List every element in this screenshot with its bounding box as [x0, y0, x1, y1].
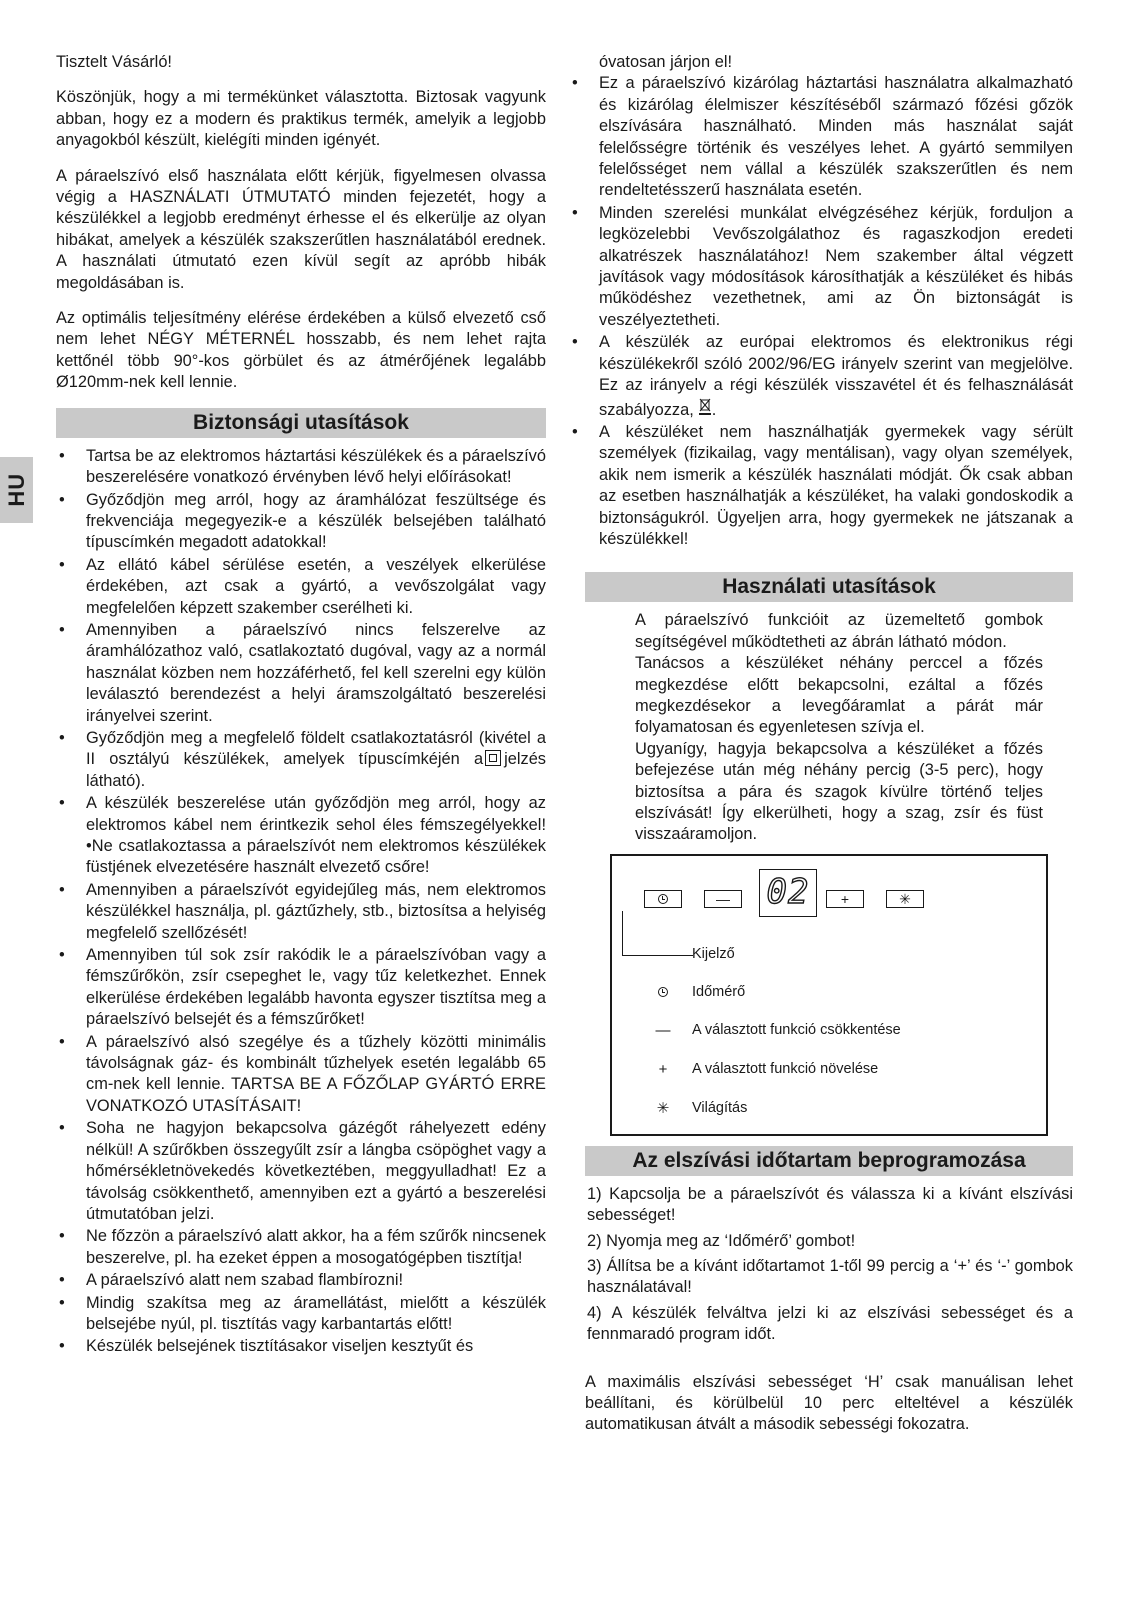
legend-icon [648, 982, 678, 1003]
legend-label: Kijelző [692, 945, 735, 962]
clock-icon [658, 987, 668, 997]
intro-paragraph-2: A páraelszívó első használata előtt kérjük, figyelmesen olvassa végig a HASZNÁLATI ÚTMUTATÓ minden fejezetét, hogy a készülékkel a legjobb eredményt érhesse el és elkerülje az olyan hibákat, amelyek a készülék szakszerűtlen használatából erednek. A használati útmutató ezen kívül segít az apróbb hibák megoldásában is. [56, 166, 546, 292]
class-ii-symbol-icon [485, 750, 501, 766]
list-item: 1) Kapcsolja be a páraelszívót és válassza ki a kívánt elszívási sebességet! [587, 1184, 1073, 1225]
legend-row-display [648, 944, 735, 965]
list-item: • Az ellátó kábel sérülése esetén, a veszélyek elkerülése érdekében, azt csak a gyártó, a vevőszolgálat vagy megfelelően képzett szakember cserélheti ki. [56, 555, 546, 619]
display-window [759, 869, 817, 917]
legend-label: Időmérő [692, 983, 746, 1000]
list-item: • Amennyiben a páraelszívó nincs felszerelve az áramhálózathoz való, csatlakoztató dugóval, vagy az a normál használat közben nem hozzáférhető, fel kell szerelni egy külön leválasztó berendezést a helyi áramszolgáltató beszerelési irányelvei szerint. [56, 620, 546, 727]
list-item: 2) Nyomja meg az ‘Időmérő’ gombot! [587, 1231, 856, 1250]
display-value: 02 [766, 872, 810, 913]
timer-button [644, 890, 682, 908]
legend-row-timer [648, 982, 745, 1003]
safety-list [56, 446, 546, 1358]
weee-bin-icon [698, 397, 712, 421]
intro-paragraph-3: Az optimális teljesítmény elérése érdekében a külső elvezető cső nem lehet NÉGY MÉTERNÉL hosszabb, és nem lehet rajta kettőnél több 90°-kos görbület és az átmérőjének legalább Ø120mm-nek kell lennie. [56, 309, 546, 392]
list-item: • Ne főzzön a páraelszívó alatt akkor, ha a fém szűrők nincsenek beszerelve, pl. ha ezeket éppen a mosogatógépben tisztítja! [56, 1226, 546, 1269]
list-item-text: A készülék az európai elektromos és elektronikus régi készülékekről szóló 2002/96/EG irányelv szerint van megjelölve. Ez az irányelv a régi készülék visszavétel ét és felhasználását szabályozza, [599, 333, 1073, 419]
final-paragraph: A maximális elszívási sebességet ‘H’ csak manuálisan lehet beállítani, és körülbelül 10 perc elteltével a készülék automatikusan átvált a második sebességi fokozatra. [585, 1372, 1073, 1434]
list-item: • Készülék belsejének tisztításakor viseljen kesztyűt és [56, 1336, 546, 1357]
usage-paragraph-2: Tanácsos a készüléket néhány perccel a főzés megkezdése előtt bekapcsolni, ezáltal a főzés megkezdésekor a levegőáramlat a párát már folyamatosan és egyenletesen szívja el. [635, 654, 1043, 737]
list-item: • Tartsa be az elektromos háztartási készülékek és a páraelszívó beszerelésére vonatkozó érvényben lévő helyi előírásokat! [56, 446, 546, 489]
list-item-text: Győződjön meg a megfelelő földelt csatlakoztatásról (kivétel a II osztályú készülékek, amelyek típuscímkéjén a [86, 728, 546, 769]
legend-row-plus [648, 1059, 878, 1080]
continued-text: óvatosan járjon el! [599, 53, 733, 71]
list-item: 4) A készülék felváltva jelzi ki az elszívási sebességet és a fennmaradó program időt. [587, 1303, 1073, 1344]
list-item: • Amennyiben túl sok zsír rakódik le a páraelszívóban vagy a fémszűrőkön, zsír csepeghet le, vagy tűz keletkezhet. Ennek elkerülése érdekében legalább havonta egyszer tisztítsa meg a páraelszívó belsejét és a fémszűrőket! [56, 945, 546, 1031]
minus-button: — [704, 890, 742, 908]
list-item: • Győződjön meg arról, hogy az áramhálózat feszültsége és frekvenciája megegyezik-e a készülék belsejében található típuscímkén megadott adatokkal! [56, 490, 546, 554]
list-item [569, 332, 1073, 421]
timer-heading: Az elszívási időtartam beprogramozása [585, 1146, 1073, 1176]
language-code: HU [3, 473, 29, 507]
usage-heading: Használati utasítások [585, 572, 1073, 602]
list-item: • Soha ne hagyjon bekapcsolva gázégőt ráhelyezett edény nélkül! A szűrőkben összegyűlt zsír a lángba csöpöghet vagy a hőmérsékletnövekedés következtében, meggyulladhat! Ez a távolság csökkenthető, amennyiben ezt a gyártó a beszerelési útmutatóban jelzi. [56, 1118, 546, 1225]
left-column [56, 52, 546, 1359]
list-item [56, 728, 546, 792]
control-panel-diagram [610, 854, 1048, 1136]
minus-icon: — [655, 1021, 671, 1039]
light-icon: ✳ [656, 1099, 670, 1117]
list-item: • A páraelszívó alatt nem szabad flambírozni! [56, 1270, 546, 1291]
list-item: • A készüléket nem használhatják gyermekek vagy sérült személyek (fizikailag, vagy mentálisan), vagy olyan személyek, akik nem ismerik a készülék használati módját. Ők csak abban az esetben használhatják a készüléket, ha valaki gondoskodik a biztonságukról. Ügyeljen arra, hogy gyermekek ne játszanak a készülékkel! [569, 422, 1073, 550]
plus-button: + [826, 890, 864, 908]
right-column [585, 52, 1073, 1450]
legend-label: Világítás [692, 1099, 748, 1116]
light-button: ✳ [886, 890, 924, 908]
legend-label: A választott funkció csökkentése [692, 1021, 901, 1038]
timer-steps [585, 1184, 1073, 1346]
list-item: 3) Állítsa be a kívánt időtartamot 1-től 99 percig a ‘+’ és ‘-’ gombok használatával! [587, 1257, 1073, 1297]
list-item: • Ez a páraelszívó kizárólag háztartási használatra alkalmazható és kizárólag élelmiszer készítéséből származó főzési gőzök elszívására használható. Minden más használat saját felelősségre történik és veszélyes lehet. A gyártó semmilyen felelősséget nem vállal a készülék szakszerűtlen és nem rendeltetésszerű használata esetén. [569, 73, 1073, 201]
greeting: Tisztelt Vásárló! [56, 53, 172, 71]
list-item: • A készülék beszerelése után győződjön meg arról, hogy az elektromos kábel nem érintkezik sehol éles fémszegélyekkel! •Ne csatlakoztassa a páraelszívót nem elektromos készülékek füstjének elvezetésére használt elvezető csőre! [56, 793, 546, 879]
clock-icon [658, 894, 668, 904]
list-item: • A páraelszívó alsó szegélye és a tűzhely közötti minimális távolságnak gáz- és kombinált tűzhelyek esetén legalább 65 cm-nek kell lennie. TARTSA BE A FŐZŐLAP GYÁRTÓ ERRE VONATKOZÓ UTASÍTÁSAIT! [56, 1032, 546, 1118]
list-item: • Amennyiben a páraelszívót egyidejűleg más, nem elektromos készülékkel használja, pl. gáztűzhely, stb., biztosítsa a helyiség megfelelő szellőzését! [56, 880, 546, 944]
usage-paragraph-1: A páraelszívó funkcióit az üzemeltető gombok segítségével működtetheti az ábrán látható módon. [635, 611, 1043, 651]
usage-text [585, 610, 1073, 845]
legend-label: A választott funkció növelése [692, 1060, 879, 1077]
legend-row-light [648, 1098, 747, 1119]
safety-heading: Biztonsági utasítások [56, 408, 546, 438]
list-item-text-suffix: . [711, 400, 717, 419]
list-item-text-suffix: jelzés látható). [86, 750, 546, 790]
list-item: • Mindig szakítsa meg az áramellátást, mielőtt a készülék belsejébe nyúl, pl. tisztítás vagy karbantartás előtt! [56, 1293, 546, 1336]
intro-paragraph-1: Köszönjük, hogy a mi termékünket választotta. Biztosak vagyunk abban, hogy ez a modern és praktikus termék, amelyik a legjobb anyagokból készült, kielégíti minden igényét. [56, 88, 546, 150]
legend-row-minus [648, 1020, 901, 1041]
plus-icon: + [658, 1060, 668, 1078]
list-item: • Minden szerelési munkálat elvégzéséhez kérjük, forduljon a legközelebbi Vevőszolgálathoz és ragaszkodjon eredeti alkatrészek használatához! Nem szakember által végzett javítások vagy módosítások károsíthatják a készüléket és hibás működéshez vezethetnek, ami az Ön biztonságát is veszélyeztetheti. [569, 203, 1073, 331]
usage-paragraph-3: Ugyanígy, hagyja bekapcsolva a készüléket a főzés befejezése után még néhány percig (3-5 perc), hogy biztosítsa a pára és szagok kívülre történő teljes elszívását! Így elkerülheti, hogy a szag, zsír és füst visszaáramoljon. [635, 739, 1043, 844]
language-tab [0, 457, 33, 523]
safety-list-continued [569, 73, 1073, 550]
